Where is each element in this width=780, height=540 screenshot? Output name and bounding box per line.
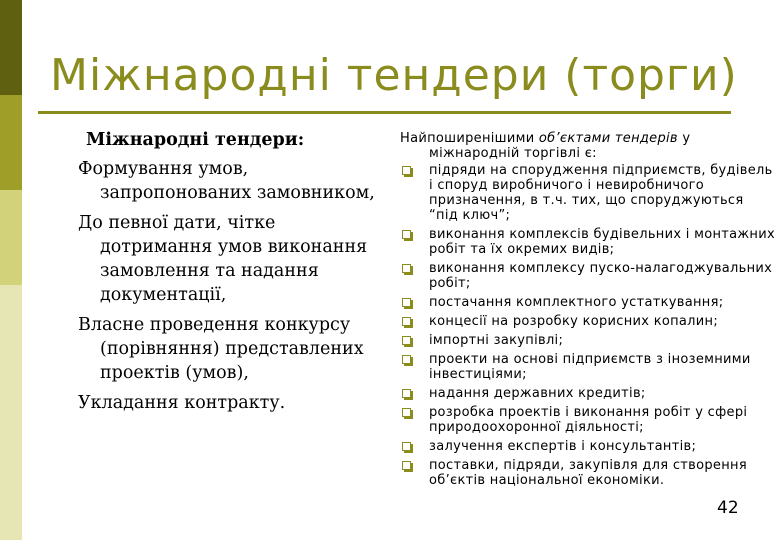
square-bullet-icon: [402, 442, 411, 451]
bullet-text: розробка проектів і виконання робіт у сфері природоохоронної діяльності;: [429, 405, 748, 435]
title-underline: [38, 111, 731, 114]
square-bullet-icon: [402, 408, 411, 417]
bullet-item: [400, 163, 775, 223]
intro-text-after: у міжнародній торгівлі є:: [429, 131, 691, 161]
intro-text-emphasis: об’єктами тендерів: [538, 131, 678, 146]
square-bullet-icon: [402, 166, 411, 175]
bullet-item: [400, 386, 775, 401]
bullet-item: [400, 405, 775, 435]
bullet-text: постачання комплектного устаткування;: [429, 295, 724, 310]
left-list-item: Власне проведення конкурсу (порівняння) представлених проектів (умов),: [78, 315, 364, 383]
bullet-item: [400, 261, 775, 291]
bullet-item: [400, 227, 775, 257]
slide-title: Міжнародні тендери (торги): [50, 50, 738, 101]
square-bullet-icon: [402, 264, 411, 273]
decorative-side-bars: [0, 0, 22, 540]
side-bar-mid: [0, 95, 22, 190]
bullet-text: виконання комплексу пуско-налагоджувальних робіт;: [429, 261, 773, 291]
square-bullet-icon: [402, 389, 411, 398]
square-bullet-icon: [402, 230, 411, 239]
left-heading: Міжнародні тендери:: [86, 130, 305, 150]
side-bar-light: [0, 190, 22, 285]
square-bullet-icon: [402, 355, 411, 364]
bullet-text: виконання комплексів будівельних і монтажних робіт та їх окремих видів;: [429, 227, 775, 257]
intro-text-before: Найпоширенішими: [400, 131, 539, 146]
bullet-text: проекти на основі підприємств з іноземними інвестиціями;: [429, 352, 751, 382]
bullet-item: [400, 295, 775, 310]
side-bar-dark: [0, 0, 22, 95]
bullet-text: залучення експертів і консультантів;: [429, 439, 697, 454]
bullet-text: поставки, підряди, закупівля для створення об’єктів національної економіки.: [429, 458, 747, 488]
bullet-item: [400, 458, 775, 488]
left-list-item: До певної дати, чітке дотримання умов виконання замовлення та надання документації,: [78, 213, 368, 305]
bullet-text: концесії на розробку корисних копалин;: [429, 314, 719, 329]
right-intro: [400, 131, 775, 161]
bullet-text: надання державних кредитів;: [429, 386, 646, 401]
right-column: [400, 131, 775, 492]
side-bar-pale: [0, 285, 22, 540]
square-bullet-icon: [402, 298, 411, 307]
bullet-text: підряди на спорудження підприємств, будівель і споруд виробничого і невиробничого призначення, в т.ч. тих, що споруджуються “під ключ”;: [429, 163, 773, 223]
left-column: [78, 128, 383, 421]
square-bullet-icon: [402, 317, 411, 326]
left-list-item: Укладання контракту.: [78, 393, 286, 413]
bullet-text: імпортні закупівлі;: [429, 333, 564, 348]
bullet-item: [400, 439, 775, 454]
bullet-item: [400, 333, 775, 348]
page-number: 42: [717, 498, 739, 518]
left-list-item: Формування умов, запропонованих замовником,: [78, 159, 375, 203]
bullet-item: [400, 314, 775, 329]
bullet-item: [400, 352, 775, 382]
square-bullet-icon: [402, 461, 411, 470]
square-bullet-icon: [402, 336, 411, 345]
